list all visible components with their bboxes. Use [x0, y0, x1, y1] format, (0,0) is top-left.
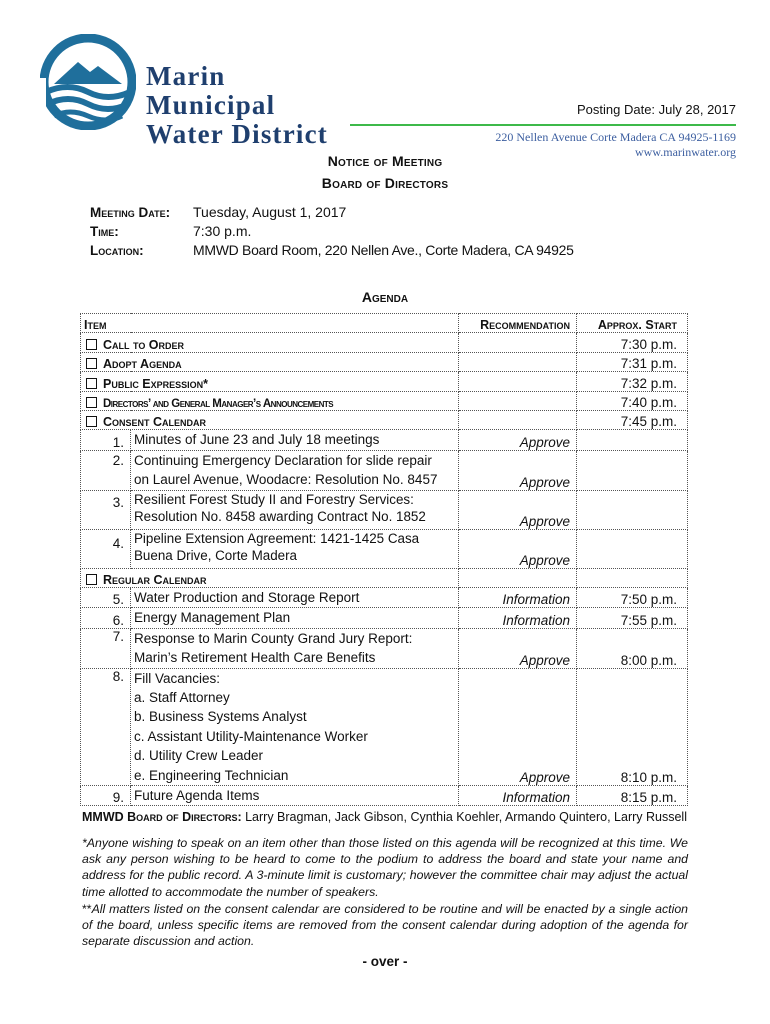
agenda-section-row	[81, 391, 688, 410]
item-time: 8:10 p.m.	[577, 668, 688, 785]
col-start-header: Approx. Start	[577, 314, 688, 333]
meeting-time-value: 7:30 p.m.	[193, 223, 252, 239]
item-number: 4.	[81, 529, 131, 568]
section-regular-calendar: Regular Calendar	[81, 568, 459, 587]
item-description: Pipeline Extension Agreement: 1421-1425 Casa Buena Drive, Corte Madera	[131, 529, 459, 568]
district-logo	[40, 34, 360, 149]
item-recommendation: Approve	[459, 450, 577, 490]
item-recommendation: Approve	[459, 529, 577, 568]
agenda-title: Agenda	[361, 289, 409, 305]
item-time: 7:50 p.m.	[577, 587, 688, 607]
item-number: 2.	[81, 450, 131, 490]
item-description: Fill Vacancies: a. Staff Attorney b. Business Systems Analyst c. Assistant Utility-Maintenance Worker d. Utility Crew Leader e. Engineering Technician	[131, 668, 459, 785]
col-recommendation-header: Recommendation	[459, 314, 577, 333]
agenda-section-row	[81, 568, 688, 587]
table-row	[81, 529, 688, 568]
agenda-header-row	[81, 314, 688, 333]
item-number: 9.	[81, 786, 131, 806]
section-public-expression: Public Expression*	[81, 372, 459, 391]
meeting-date-row	[90, 203, 574, 222]
meeting-location-label: Location:	[90, 243, 144, 258]
item-number: 7.	[81, 628, 131, 668]
district-name-line1: Marin Municipal	[146, 61, 276, 120]
checkbox-icon[interactable]	[86, 378, 97, 389]
water-mountain-logo-icon	[40, 34, 136, 130]
item-description: Minutes of June 23 and July 18 meetings	[131, 430, 459, 450]
checkbox-icon[interactable]	[86, 397, 97, 408]
board-label: MMWD Board of Directors:	[82, 810, 242, 824]
section-time: 7:45 p.m.	[577, 410, 688, 429]
checkbox-icon[interactable]	[86, 574, 97, 585]
section-time: 7:31 p.m.	[577, 352, 688, 371]
agenda-section-row	[81, 333, 688, 352]
item-number: 3.	[81, 490, 131, 529]
item-description: Response to Marin County Grand Jury Report: Marin’s Retirement Health Care Benefits	[131, 628, 459, 668]
item-recommendation: Approve	[459, 490, 577, 529]
section-adopt-agenda: Adopt Agenda	[81, 352, 459, 371]
notice-line2: Board of Directors	[321, 175, 449, 191]
agenda-section-row	[81, 352, 688, 371]
agenda-section-row	[81, 372, 688, 391]
district-name-line2: Water District	[146, 119, 328, 149]
item-description: Energy Management Plan	[131, 608, 459, 628]
item-description: Continuing Emergency Declaration for slide repair on Laurel Avenue, Woodacre: Resolution No. 8457	[131, 450, 459, 490]
item-number: 8.	[81, 668, 131, 785]
section-time: 7:32 p.m.	[577, 372, 688, 391]
posting-date: Posting Date: July 28, 2017	[577, 102, 736, 117]
table-row	[81, 490, 688, 529]
item-number: 5.	[81, 587, 131, 607]
meeting-location-row	[90, 241, 574, 260]
notice-line1: Notice of Meeting	[327, 153, 443, 169]
item-time: 8:15 p.m.	[577, 786, 688, 806]
consent-note-text: All matters listed on the consent calendar are considered to be routine and will be enacted by a single action of the board, unless specific items are removed from the consent calendar during adoption of the agenda for separate discussion and action.	[82, 902, 688, 949]
table-row	[81, 786, 688, 806]
header-divider	[350, 124, 736, 126]
meeting-details	[90, 203, 574, 260]
checkbox-icon[interactable]	[86, 358, 97, 369]
item-recommendation: Approve	[459, 668, 577, 785]
meeting-location-value: MMWD Board Room, 220 Nellen Ave., Corte Madera, CA 94925	[193, 242, 574, 258]
meeting-time-label: Time:	[90, 224, 119, 239]
item-time: 8:00 p.m.	[577, 628, 688, 668]
consent-calendar-note	[82, 901, 688, 950]
agenda-section-row	[81, 410, 688, 429]
section-consent-calendar: Consent Calendar	[81, 410, 459, 429]
over-indicator: - over -	[362, 954, 408, 969]
item-time: 7:55 p.m.	[577, 608, 688, 628]
item-recommendation: Information	[459, 786, 577, 806]
item-recommendation: Approve	[459, 628, 577, 668]
meeting-time-row	[90, 222, 574, 241]
table-row	[81, 608, 688, 628]
item-number: 1.	[81, 430, 131, 450]
meeting-date-label: Meeting Date:	[90, 205, 171, 220]
section-time: 7:30 p.m.	[577, 333, 688, 352]
notice-title	[0, 153, 770, 169]
board-members	[82, 810, 687, 824]
section-call-to-order: Call to Order	[81, 333, 459, 352]
table-row	[81, 430, 688, 450]
table-row	[81, 587, 688, 607]
district-website-link[interactable]: www.marinwater.org	[635, 145, 736, 159]
agenda-heading	[0, 289, 770, 305]
table-row	[81, 628, 688, 668]
notice-subtitle	[0, 175, 770, 191]
item-description: Future Agenda Items	[131, 786, 459, 806]
consent-note-prefix: **	[82, 902, 92, 916]
checkbox-icon[interactable]	[86, 416, 97, 427]
item-description: Resilient Forest Study II and Forestry Services: Resolution No. 8458 awarding Contract No. 1852	[131, 490, 459, 529]
public-expression-note: *Anyone wishing to speak on an item other than those listed on this agenda will be recognized at this time. We ask any person wishing to be heard to come to the podium to address the board and state your name and address for the public record. A 3-minute limit is customary; however the committee chair may adjust the actual time allotted to accommodate the number of speakers.	[82, 836, 688, 899]
meeting-date-value: Tuesday, August 1, 2017	[193, 204, 347, 220]
district-name	[146, 62, 360, 149]
col-item-header: Item	[81, 314, 459, 333]
item-recommendation: Approve	[459, 430, 577, 450]
table-row	[81, 668, 688, 785]
agenda-table	[80, 313, 688, 806]
item-description: Water Production and Storage Report	[131, 587, 459, 607]
section-time	[577, 568, 688, 587]
item-number: 6.	[81, 608, 131, 628]
section-time: 7:40 p.m.	[577, 391, 688, 410]
item-recommendation: Information	[459, 608, 577, 628]
board-member-names: Larry Bragman, Jack Gibson, Cynthia Koehler, Armando Quintero, Larry Russell	[245, 810, 687, 824]
table-row	[81, 450, 688, 490]
district-address: 220 Nellen Avenue Corte Madera CA 94925-1169	[495, 130, 736, 144]
section-announcements: Directors’ and General Manager’s Announcements	[81, 391, 459, 410]
item-recommendation: Information	[459, 587, 577, 607]
checkbox-icon[interactable]	[86, 339, 97, 350]
